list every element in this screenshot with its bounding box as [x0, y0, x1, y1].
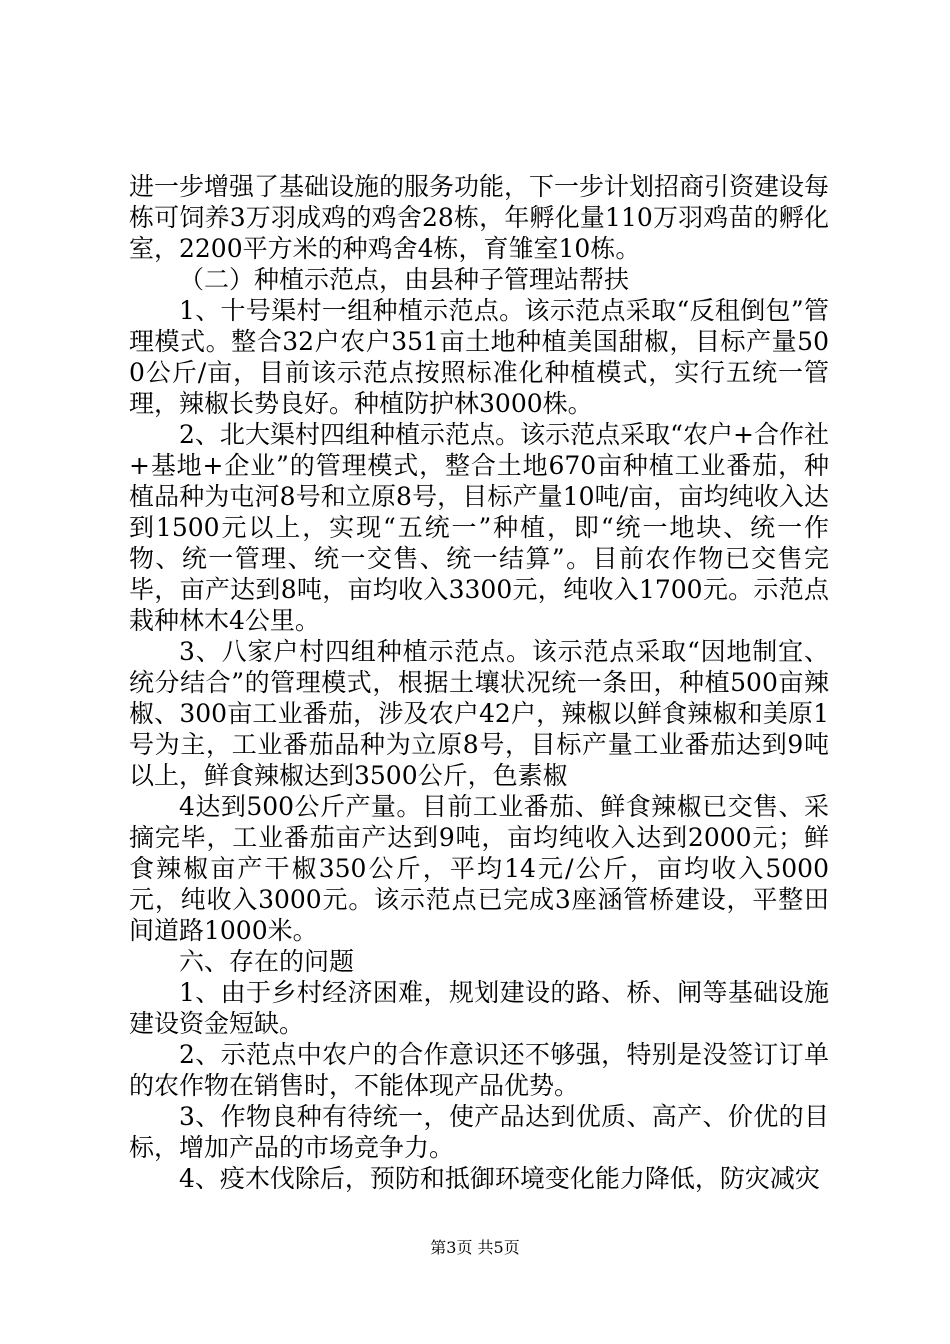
paragraph: 2、北大渠村四组种植示范点。该示范点采取“农户+合作社+基地+企业”的管理模式，整合土地670亩种植工业番茄，种植品种为屯河8号和立原8号，目标产量10吨/亩，亩均纯收入达到1500元以上，实现“五统一”种植，即“统一地块、统一作物、统一管理、统一交售、统一结算”。目前农作物已交售完毕，亩产达到8吨，亩均收入3300元，纯收入1700元。示范点栽种林木4公里。 — [129, 420, 829, 635]
paragraph: 4达到500公斤产量。目前工业番茄、鲜食辣椒已交售、采摘完毕，工业番茄亩产达到9吨，亩均纯收入达到2000元；鲜食辣椒亩产干椒350公斤，平均14元/公斤，亩均收入5000元，纯收入3000元。该示范点已完成3座涵管桥建设，平整田间道路1000米。 — [129, 792, 829, 945]
document-body — [129, 171, 829, 1194]
section-heading: （二）种植示范点，由县种子管理站帮扶 — [179, 265, 630, 294]
paragraph: 3、作物良种有待统一，使产品达到优质、高产、价优的目标，增加产品的市场竞争力。 — [129, 1102, 829, 1162]
paragraph: 4、疫木伐除后，预防和抵御环境变化能力降低，防灾减灾 — [179, 1164, 820, 1193]
page-number-footer: 第3页 共5页 — [430, 1238, 520, 1257]
paragraph: 1、由于乡村经济困难，规划建设的路、桥、闸等基础设施建设资金短缺。 — [129, 978, 829, 1038]
paragraph: 进一步增强了基础设施的服务功能，下一步计划招商引资建设每栋可饲养3万羽成鸡的鸡舍28栋，年孵化量110万羽鸡苗的孵化室，2200平方米的种鸡舍4栋，育雏室10栋。 — [129, 172, 830, 263]
section-heading: 六、存在的问题 — [179, 947, 355, 976]
paragraph: 2、示范点中农户的合作意识还不够强，特别是没签订订单的农作物在销售时，不能体现产品优势。 — [129, 1040, 829, 1100]
paragraph: 1、十号渠村一组种植示范点。该示范点采取“反租倒包”管理模式。整合32户农户351亩土地种植美国甜椒，目标产量500公斤/亩，目前该示范点按照标准化种植模式，实行五统一管理，辣椒长势良好。种植防护林3000株。 — [129, 296, 829, 418]
paragraph: 3、八家户村四组种植示范点。该示范点采取“因地制宜、统分结合”的管理模式，根据土壤状况统一条田，种植500亩辣椒、300亩工业番茄，涉及农户42户，辣椒以鲜食辣椒和美原1号为主，工业番茄品种为立原8号，目标产量工业番茄达到9吨以上，鲜食辣椒达到3500公斤，色素椒 — [129, 637, 829, 790]
